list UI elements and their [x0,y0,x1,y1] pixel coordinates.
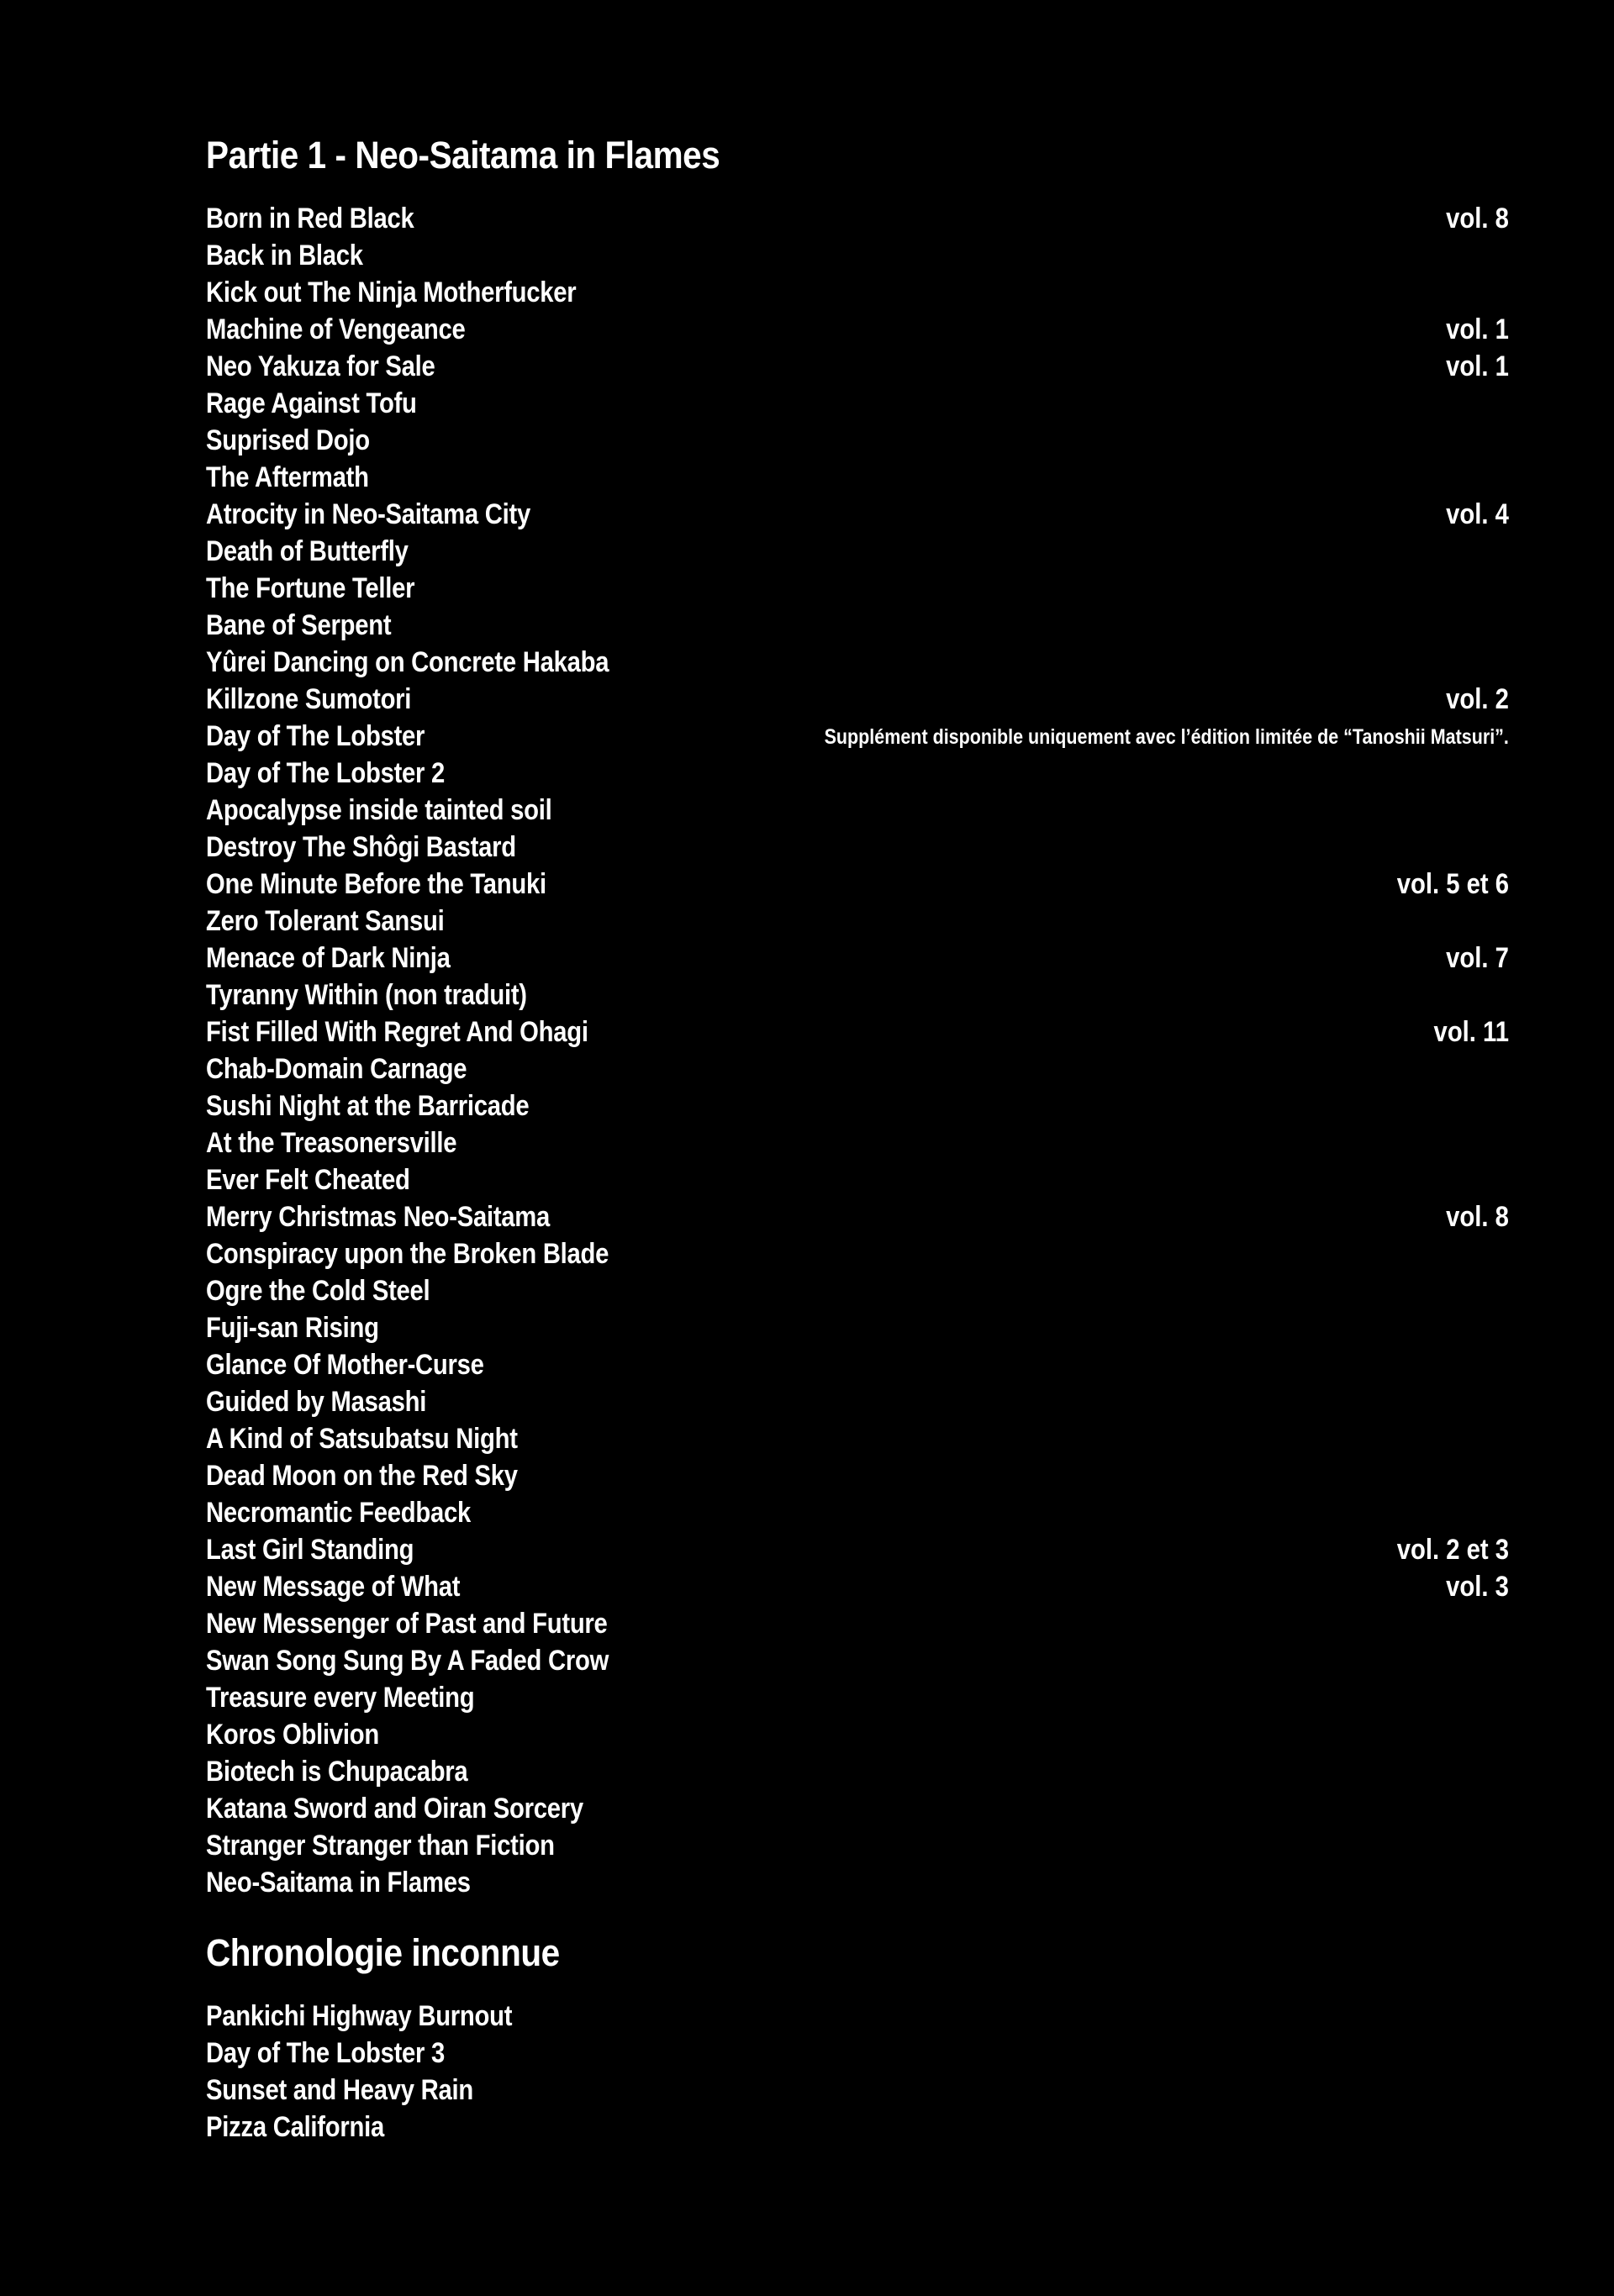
episode-row [206,200,1509,237]
episode-title: Day of The Lobster 3 [206,2037,446,2069]
episode-row [206,1235,1509,1272]
episode-row [206,1346,1509,1383]
episode-row [206,311,1509,348]
volume-label: vol. 7 [1446,942,1509,974]
episode-row [206,1124,1509,1161]
episode-title: Sunset and Heavy Rain [206,2074,473,2106]
episode-title: New Messenger of Past and Future [206,1608,608,1640]
episode-row [206,1161,1509,1198]
episode-row [206,2109,1509,2146]
episode-row [206,607,1509,644]
episode-title: Sushi Night at the Barricade [206,1090,530,1122]
episode-title: Necromantic Feedback [206,1497,471,1529]
episode-row [206,1087,1509,1124]
episode-title: Neo-Saitama in Flames [206,1867,471,1898]
episode-title: Yûrei Dancing on Concrete Hakaba [206,646,609,678]
episode-row [206,1998,1509,2035]
episode-title: Chab-Domain Carnage [206,1053,467,1085]
episode-title: Day of The Lobster [206,720,425,752]
episode-row [206,755,1509,792]
episode-title: Destroy The Shôgi Bastard [206,831,516,863]
episode-row [206,1642,1509,1679]
episode-row [206,718,1509,755]
episode-title: Back in Black [206,240,363,271]
volume-label: vol. 11 [1433,1016,1509,1048]
episode-title: Koros Oblivion [206,1719,379,1751]
episode-title: Fist Filled With Regret And Ohagi [206,1016,588,1048]
episode-title: Ogre the Cold Steel [206,1275,430,1307]
episode-row [206,1753,1509,1790]
episode-row [206,348,1509,385]
episode-title: Pizza California [206,2111,384,2143]
episode-row [206,940,1509,977]
episode-title: Stranger Stranger than Fiction [206,1830,555,1862]
unknown-chronology-heading: Chronologie inconnue [206,1931,560,1974]
episode-title: One Minute Before the Tanuki [206,868,546,900]
episode-title: Pankichi Highway Burnout [206,2000,513,2032]
episode-title: Neo Yakuza for Sale [206,350,435,382]
episode-row [206,792,1509,829]
episode-row [206,866,1509,903]
episode-title: Kick out The Ninja Motherfucker [206,276,577,308]
episode-row [206,977,1509,1014]
volume-label: vol. 2 et 3 [1396,1534,1509,1566]
volume-label: vol. 1 [1446,313,1509,345]
episode-row [206,2035,1509,2072]
episode-title: Zero Tolerant Sansui [206,905,445,937]
episode-title: Biotech is Chupacabra [206,1756,468,1788]
episode-title: Fuji-san Rising [206,1312,379,1344]
volume-label: vol. 4 [1446,498,1509,530]
episode-row [206,1679,1509,1716]
unknown-episode-list [206,1998,1509,2146]
episode-row [206,1383,1509,1420]
episode-title: At the Treasonersville [206,1127,457,1159]
part1-heading: Partie 1 - Neo-Saitama in Flames [206,134,720,176]
episode-title: Swan Song Sung By A Faded Crow [206,1645,609,1677]
episode-row [206,1605,1509,1642]
episode-title: Menace of Dark Ninja [206,942,451,974]
volume-label: vol. 1 [1446,350,1509,382]
episode-title: Last Girl Standing [206,1534,414,1566]
episode-title: Killzone Sumotori [206,683,412,715]
episode-row [206,903,1509,940]
volume-label: vol. 2 [1446,683,1509,715]
episode-row [206,1420,1509,1457]
episode-title: A Kind of Satsubatsu Night [206,1423,518,1455]
episode-row [206,1014,1509,1051]
episode-row [206,1827,1509,1864]
episode-row [206,1051,1509,1087]
episode-row [206,1568,1509,1605]
episode-title: Merry Christmas Neo-Saitama [206,1201,551,1233]
episode-title: The Aftermath [206,461,369,493]
episode-row [206,385,1509,422]
episode-row [206,1531,1509,1568]
episode-row [206,681,1509,718]
episode-row [206,459,1509,496]
episode-row [206,533,1509,570]
episode-title: Bane of Serpent [206,609,392,641]
episode-row [206,829,1509,866]
volume-label: vol. 8 [1446,203,1509,234]
episode-title: Death of Butterfly [206,535,409,567]
part1-episode-list [206,200,1509,1901]
episode-row [206,237,1509,274]
episode-row [206,1198,1509,1235]
episode-title: Born in Red Black [206,203,414,234]
episode-row [206,644,1509,681]
episode-row [206,2072,1509,2109]
episode-row [206,422,1509,459]
episode-title: Ever Felt Cheated [206,1164,410,1196]
episode-title: Machine of Vengeance [206,313,466,345]
volume-label: vol. 3 [1446,1571,1509,1603]
episode-row [206,1457,1509,1494]
episode-title: Glance Of Mother-Curse [206,1349,484,1381]
episode-row [206,570,1509,607]
episode-row [206,1864,1509,1901]
episode-row [206,1272,1509,1309]
episode-row [206,496,1509,533]
episode-title: Atrocity in Neo-Saitama City [206,498,530,530]
episode-row [206,1716,1509,1753]
episode-row [206,1309,1509,1346]
episode-row [206,1790,1509,1827]
episode-title: Dead Moon on the Red Sky [206,1460,518,1492]
episode-title: Apocalypse inside tainted soil [206,794,552,826]
episode-title: Rage Against Tofu [206,387,417,419]
episode-title: Treasure every Meeting [206,1682,475,1714]
episode-title: Suprised Dojo [206,424,370,456]
chronology-page [206,130,1509,2146]
volume-label: vol. 8 [1446,1201,1509,1233]
episode-title: The Fortune Teller [206,572,415,604]
episode-title: New Message of What [206,1571,461,1603]
episode-title: Tyranny Within (non traduit) [206,979,527,1011]
episode-title: Conspiracy upon the Broken Blade [206,1238,609,1270]
supplement-note: Supplément disponible uniquement avec l’édition limitée de “Tanoshii Matsuri”. [824,725,1509,749]
volume-label: vol. 5 et 6 [1396,868,1509,900]
episode-title: Guided by Masashi [206,1386,427,1418]
episode-title: Katana Sword and Oiran Sorcery [206,1793,583,1825]
episode-row [206,1494,1509,1531]
episode-row [206,274,1509,311]
episode-title: Day of The Lobster 2 [206,757,446,789]
